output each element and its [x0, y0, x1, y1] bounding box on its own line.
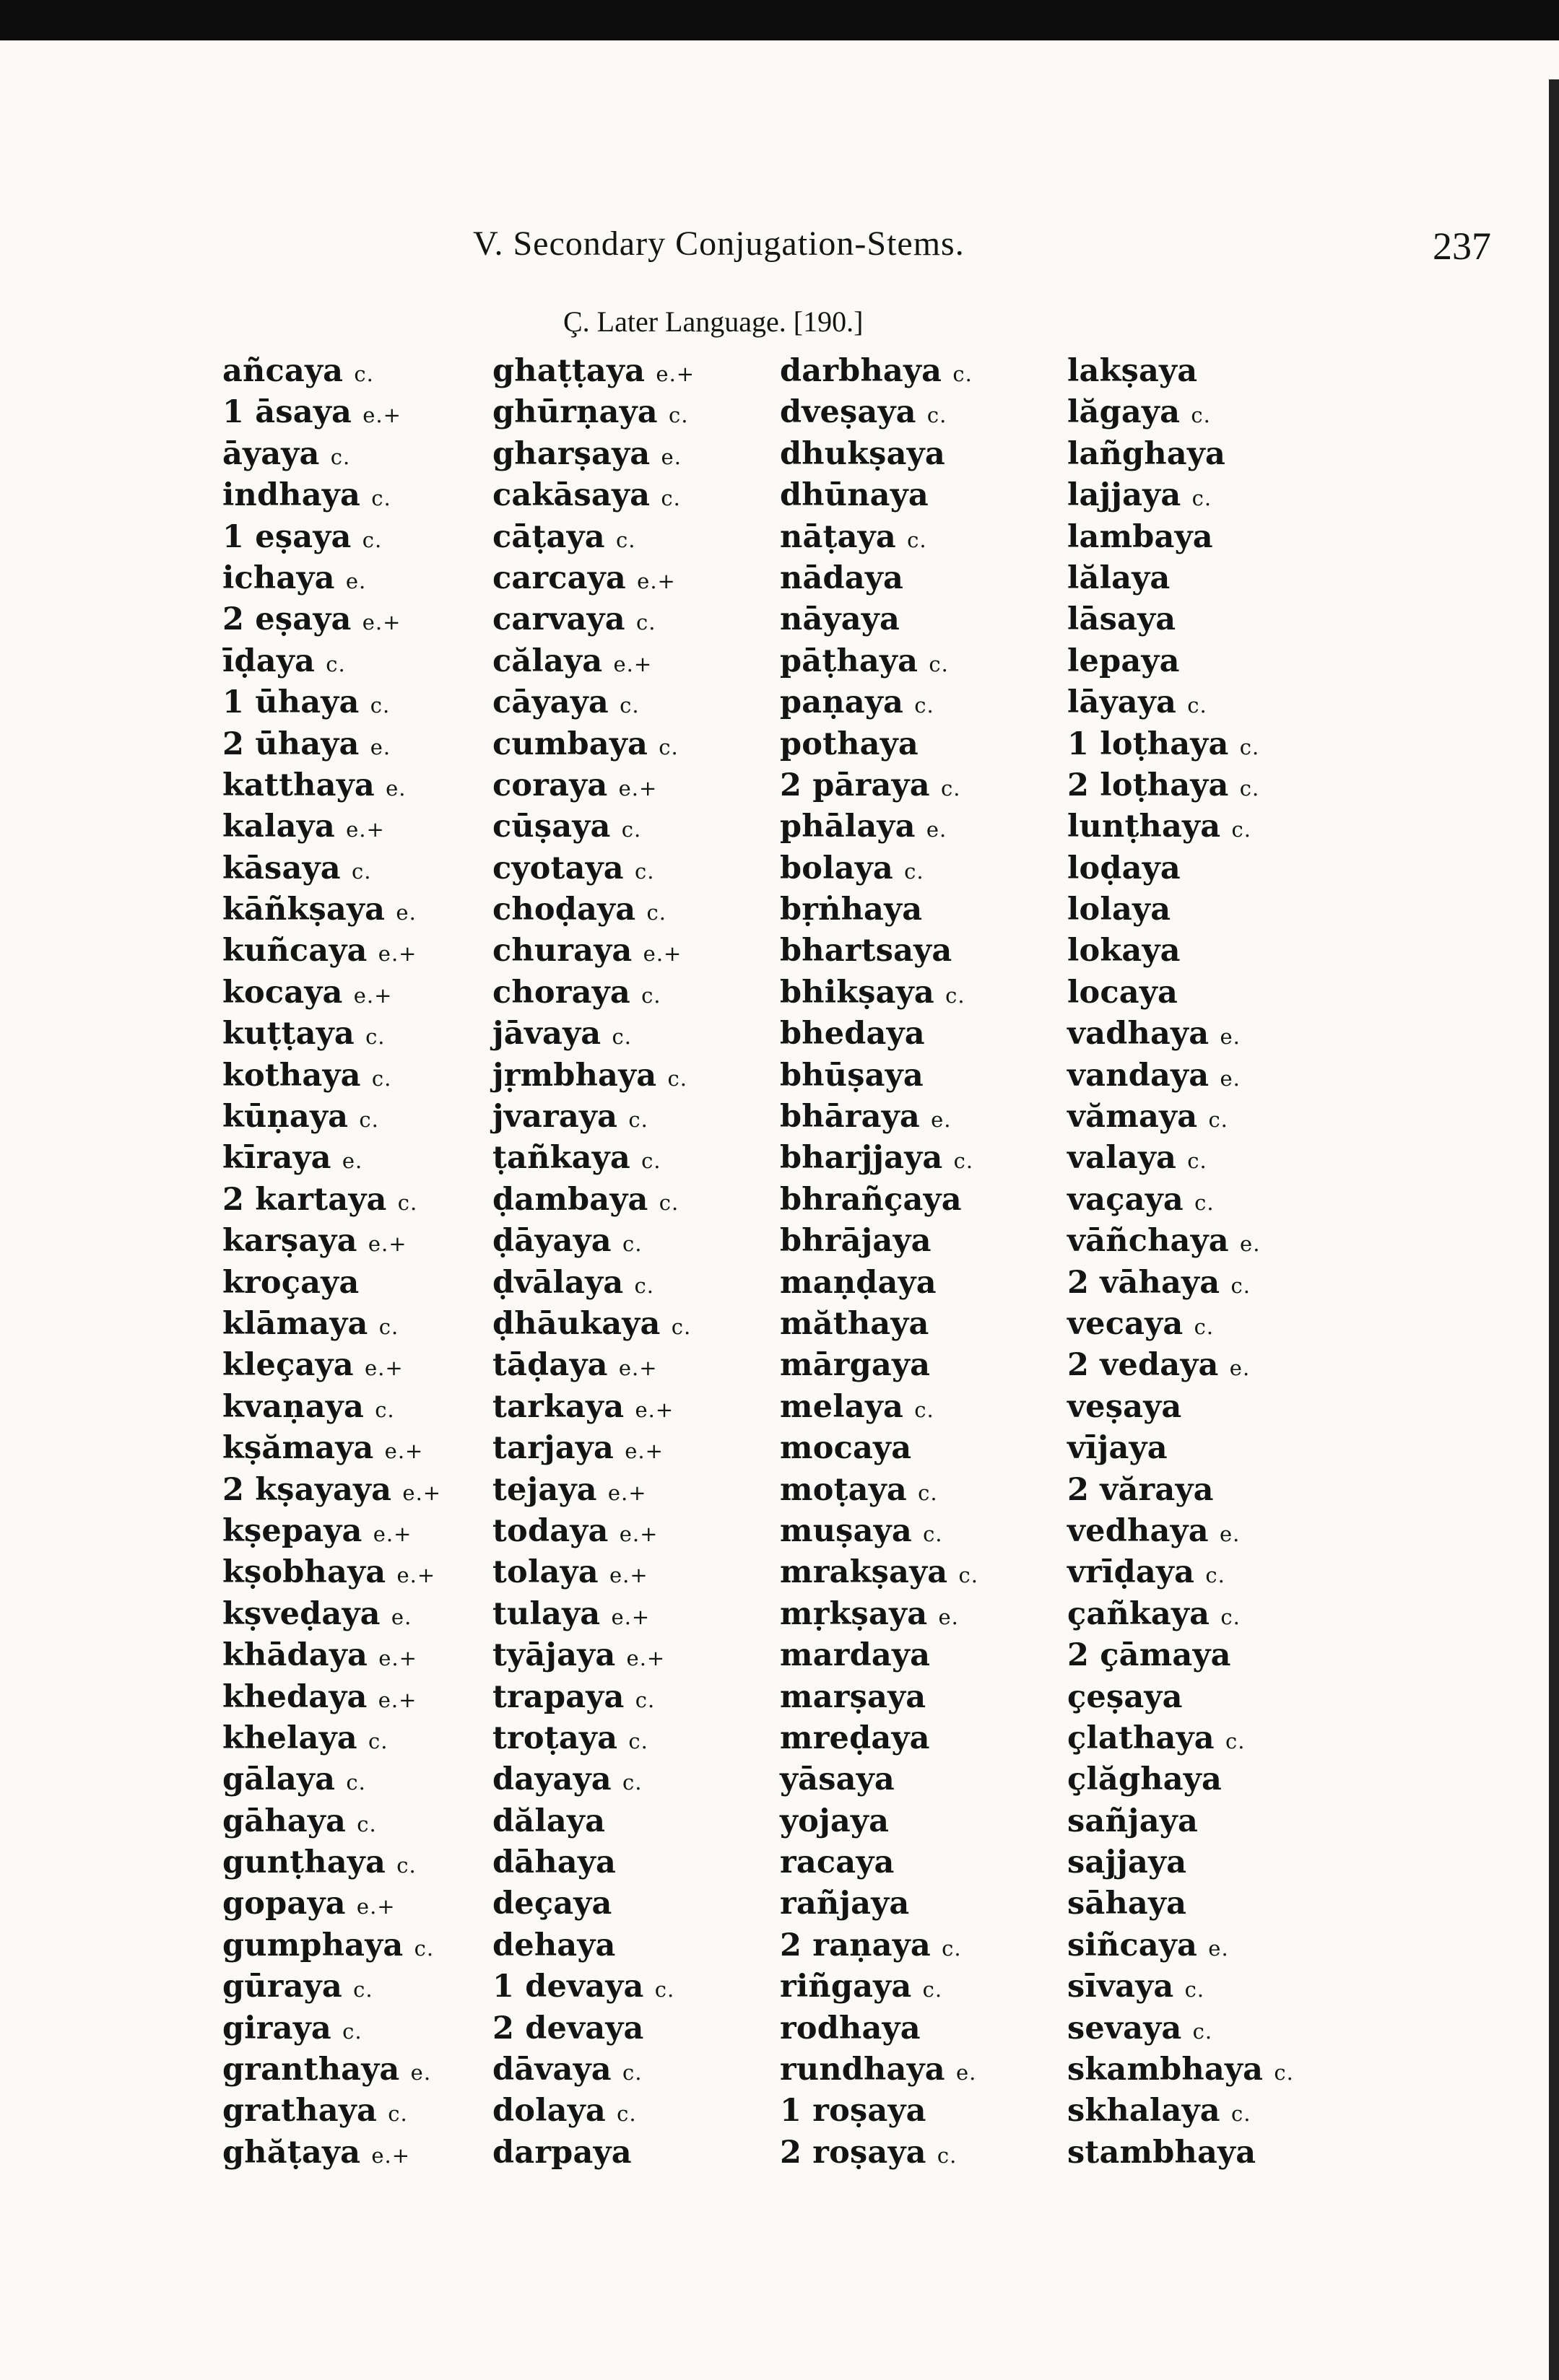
- stem-entry: 2 devaya: [492, 2010, 644, 2046]
- stem-entry: skhalaya c.: [1067, 2093, 1251, 2130]
- stem-entry: lañghaya: [1067, 435, 1226, 472]
- stem-entry: bṛṅhaya: [780, 892, 923, 928]
- stem-entry: rodhaya: [780, 2010, 921, 2046]
- stem-entry: troṭaya c.: [492, 1719, 648, 1756]
- stem-entry: 2 çāmaya: [1067, 1637, 1231, 1674]
- stem-entry: klāmaya c.: [222, 1305, 399, 1342]
- stem-entry: darpaya: [492, 2134, 632, 2171]
- stem-entry: cyotaya c.: [492, 850, 655, 886]
- stem-entry: bhūṣaya: [780, 1057, 924, 1094]
- stem-entry: gopaya e.+: [222, 1886, 396, 1922]
- stem-entry: măthaya: [780, 1305, 929, 1342]
- stem-entry: moṭaya c.: [780, 1471, 938, 1508]
- stem-entry: çañkaya c.: [1067, 1595, 1241, 1632]
- stem-entry: 2 loṭhaya c.: [1067, 767, 1260, 803]
- stem-entry: lajjaya c.: [1067, 477, 1212, 514]
- stem-entry: racaya: [780, 1844, 895, 1881]
- stem-entry: gharṣaya e.: [492, 435, 682, 472]
- stem-entry: choraya c.: [492, 974, 661, 1011]
- stem-entry: bolaya c.: [780, 850, 924, 886]
- stem-entry: 2 văraya: [1067, 1471, 1214, 1508]
- stem-entry: 2 vāhaya c.: [1067, 1264, 1251, 1301]
- stem-entry: kuṭṭaya c.: [222, 1016, 386, 1052]
- stem-entry: çlăghaya: [1067, 1761, 1223, 1798]
- stem-entry: lăgaya c.: [1067, 394, 1211, 431]
- stem-entry: khedaya e.+: [222, 1678, 417, 1715]
- stem-entry: nāṭaya c.: [780, 518, 927, 555]
- stem-entry: maṇḍaya: [780, 1264, 937, 1301]
- stem-entry: sañjaya: [1067, 1803, 1199, 1839]
- stem-entry: dāvaya c.: [492, 2052, 643, 2088]
- stem-entry: sīvaya c.: [1067, 1969, 1205, 2005]
- stem-entry: vāñchaya e.: [1067, 1223, 1261, 1260]
- stem-entry: sāhaya: [1067, 1886, 1187, 1922]
- stem-entry: kīraya e.: [222, 1140, 363, 1177]
- stem-entry: ghaṭṭaya e.+: [492, 353, 695, 389]
- stem-entry: lălaya: [1067, 559, 1171, 596]
- stem-entry: sajjaya: [1067, 1844, 1187, 1881]
- stem-entry: bhikṣaya c.: [780, 974, 965, 1011]
- stem-entry: dayaya c.: [492, 1761, 643, 1798]
- stem-entry: lāyaya c.: [1067, 684, 1207, 721]
- stem-entry: cumbaya c.: [492, 725, 679, 762]
- stem-entry: ḍhāukaya c.: [492, 1305, 692, 1342]
- stem-entry: kāsaya c.: [222, 850, 372, 886]
- stem-entry: kroçaya: [222, 1264, 360, 1301]
- stem-entry: cūṣaya c.: [492, 808, 642, 845]
- stem-entry: jvaraya c.: [492, 1099, 648, 1135]
- stem-entry: tulaya e.+: [492, 1595, 651, 1632]
- stem-entry: añcaya c.: [222, 353, 374, 389]
- stem-entry: 1 eṣaya c.: [222, 518, 383, 555]
- stem-entry: 1 devaya c.: [492, 1969, 675, 2005]
- stem-entry: tyājaya e.+: [492, 1637, 666, 1674]
- stem-entry: riñgaya c.: [780, 1969, 943, 2005]
- stem-entry: vaçaya c.: [1067, 1181, 1215, 1218]
- stem-entry: giraya c.: [222, 2010, 362, 2046]
- stem-entry: vrīḍaya c.: [1067, 1554, 1225, 1591]
- stem-entry: phālaya e.: [780, 808, 947, 845]
- stem-entry: cāyaya c.: [492, 684, 640, 721]
- stem-entry: ḍāyaya c.: [492, 1223, 643, 1260]
- stem-entry: nāyaya: [780, 601, 900, 638]
- stem-entry: kṣveḍaya e.: [222, 1595, 412, 1632]
- stem-entry: cāṭaya c.: [492, 518, 636, 555]
- stem-entry: dălaya: [492, 1803, 606, 1839]
- stem-entry: gunṭhaya c.: [222, 1844, 417, 1881]
- stem-entry: çlathaya c.: [1067, 1719, 1246, 1756]
- stem-entry: loḍaya: [1067, 850, 1181, 886]
- stem-entry: vījaya: [1067, 1430, 1168, 1467]
- stem-entry: dāhaya: [492, 1844, 617, 1881]
- stem-entry: vămaya c.: [1067, 1099, 1228, 1135]
- stem-entry: kṣămaya e.+: [222, 1430, 424, 1467]
- stem-entry: bhrājaya: [780, 1223, 932, 1260]
- stem-entry: kocaya e.+: [222, 974, 393, 1011]
- stem-entry: ḍambaya c.: [492, 1181, 679, 1218]
- stem-entry: rañjaya: [780, 1886, 910, 1922]
- stem-entry: gumphaya c.: [222, 1927, 435, 1963]
- stem-entry: mārgaya: [780, 1347, 931, 1384]
- stem-entry: mṛkṣaya e.: [780, 1595, 959, 1632]
- stem-entry: dveṣaya c.: [780, 394, 947, 431]
- stem-entry: bhedaya: [780, 1016, 925, 1052]
- stem-entry: todaya e.+: [492, 1512, 659, 1549]
- stem-entry: vandaya e.: [1067, 1057, 1241, 1094]
- stem-entry: churaya e.+: [492, 933, 682, 969]
- stem-entry: gālaya c.: [222, 1761, 366, 1798]
- stem-entry: nādaya: [780, 559, 904, 596]
- stem-entry: veṣaya: [1067, 1388, 1182, 1425]
- stem-entry: yojaya: [780, 1803, 890, 1839]
- stem-entry: lambaya: [1067, 518, 1213, 555]
- stem-entry: lepaya: [1067, 642, 1180, 679]
- stem-entry: lāsaya: [1067, 601, 1176, 638]
- stem-entry: tejaya e.+: [492, 1471, 647, 1508]
- stem-entry: kvaṇaya c.: [222, 1388, 395, 1425]
- stem-entry: skambhaya c.: [1067, 2052, 1294, 2088]
- stem-entry: āyaya c.: [222, 435, 351, 472]
- stem-entry: dolaya c.: [492, 2093, 637, 2130]
- stem-entry: mreḍaya: [780, 1719, 930, 1756]
- stem-entry: marṣaya: [780, 1678, 926, 1715]
- stem-entry: tāḍaya e.+: [492, 1347, 658, 1384]
- stem-entry: jāvaya c.: [492, 1016, 632, 1052]
- stem-entry: lunṭhaya c.: [1067, 808, 1251, 845]
- stem-column-2: [492, 351, 796, 2174]
- stem-entry: tarkaya e.+: [492, 1388, 674, 1425]
- stem-entry: 1 ūhaya c.: [222, 684, 391, 721]
- stem-entry: bharjjaya c.: [780, 1140, 974, 1177]
- page-number: 237: [1433, 225, 1491, 268]
- running-header: [473, 224, 1491, 274]
- stem-entry: 2 kartaya c.: [222, 1181, 418, 1218]
- stem-entry: cakāsaya c.: [492, 477, 681, 514]
- stem-entry: gāhaya c.: [222, 1803, 377, 1839]
- stem-entry: valaya c.: [1067, 1140, 1207, 1177]
- stem-entry: kāñkṣaya e.: [222, 892, 417, 928]
- stem-entry: indhaya c.: [222, 477, 391, 514]
- stem-entry: jṛmbhaya c.: [492, 1057, 687, 1094]
- stem-entry: 2 eṣaya e.+: [222, 601, 401, 638]
- stem-entry: grathaya c.: [222, 2093, 408, 2130]
- stem-entry: carvaya c.: [492, 601, 656, 638]
- stem-entry: carcaya e.+: [492, 559, 676, 596]
- stem-entry: pothaya: [780, 725, 919, 762]
- stem-entry: paṇaya c.: [780, 684, 934, 721]
- stem-entry: dhūnaya: [780, 477, 929, 514]
- stem-column-4: [1067, 351, 1371, 2174]
- stem-entry: yāsaya: [780, 1761, 895, 1798]
- stem-entry: stambhaya: [1067, 2134, 1256, 2171]
- stem-entry: çeṣaya: [1067, 1678, 1183, 1715]
- stem-entry: vadhaya e.: [1067, 1016, 1241, 1052]
- stem-entry: mardaya: [780, 1637, 931, 1674]
- stem-entry: karṣaya e.+: [222, 1223, 407, 1260]
- stem-entry: kṣepaya e.+: [222, 1512, 412, 1549]
- stem-entry: 1 roṣaya: [780, 2093, 926, 2130]
- scan-right-border: [1549, 79, 1559, 2380]
- stem-entry: vecaya c.: [1067, 1305, 1215, 1342]
- stem-entry: dehaya: [492, 1927, 616, 1963]
- stem-entry: ṭañkaya c.: [492, 1140, 661, 1177]
- stem-entry: mocaya: [780, 1430, 912, 1467]
- stem-entry: pāṭhaya c.: [780, 642, 949, 679]
- stem-column-3: [780, 351, 1083, 2174]
- stem-entry: călaya e.+: [492, 642, 653, 679]
- stem-entry: khelaya c.: [222, 1719, 388, 1756]
- stem-entry: muṣaya c.: [780, 1512, 943, 1549]
- stem-entry: 2 kṣayaya e.+: [222, 1471, 442, 1508]
- stem-entry: deçaya: [492, 1886, 612, 1922]
- stem-entry: siñcaya e.: [1067, 1927, 1229, 1963]
- stem-entry: 2 raṇaya c.: [780, 1927, 962, 1963]
- running-title: V. Secondary Conjugation-Stems.: [473, 225, 965, 263]
- scan-top-border: [0, 0, 1559, 40]
- stem-entry: ḍvālaya c.: [492, 1264, 654, 1301]
- stem-entry: gūraya c.: [222, 1969, 373, 2005]
- stem-entry: coraya e.+: [492, 767, 658, 803]
- stem-entry: bhāraya e.: [780, 1099, 952, 1135]
- stem-entry: bhartsaya: [780, 933, 952, 969]
- stem-entry: katthaya e.: [222, 767, 407, 803]
- stem-column-1: [222, 351, 526, 2174]
- stem-entry: kalaya e.+: [222, 808, 385, 845]
- section-heading: Ç. Later Language. [190.]: [563, 305, 864, 338]
- stem-entry: 2 pāraya c.: [780, 767, 961, 803]
- stem-entry: bhrañçaya: [780, 1181, 962, 1218]
- stem-entry: ghūrṇaya c.: [492, 394, 689, 431]
- stem-entry: kuñcaya e.+: [222, 933, 417, 969]
- stem-entry: mrakṣaya c.: [780, 1554, 978, 1591]
- stem-entry: tarjaya e.+: [492, 1430, 664, 1467]
- stem-entry: 1 āsaya e.+: [222, 394, 401, 431]
- stem-entry: īḍaya c.: [222, 642, 346, 679]
- stem-entry: choḍaya c.: [492, 892, 666, 928]
- stem-entry: lolaya: [1067, 892, 1171, 928]
- stem-entry: khādaya e.+: [222, 1637, 417, 1674]
- stem-entry: 1 loṭhaya c.: [1067, 725, 1260, 762]
- stem-entry: kleçaya e.+: [222, 1347, 404, 1384]
- stem-entry: melaya c.: [780, 1388, 934, 1425]
- stem-entry: granthaya e.: [222, 2052, 432, 2088]
- stem-entry: 2 ūhaya e.: [222, 725, 391, 762]
- stem-entry: 2 roṣaya c.: [780, 2134, 957, 2171]
- stem-entry: lakṣaya: [1067, 353, 1198, 389]
- stem-entry: vedhaya e.: [1067, 1512, 1241, 1549]
- stem-entry: dhukṣaya: [780, 435, 945, 472]
- stem-entry: rundhaya e.: [780, 2052, 977, 2088]
- stem-entry: tolaya e.+: [492, 1554, 648, 1591]
- stem-entry: darbhaya c.: [780, 353, 973, 389]
- stem-entry: kothaya c.: [222, 1057, 392, 1094]
- stem-entry: locaya: [1067, 974, 1178, 1011]
- stem-entry: sevaya c.: [1067, 2010, 1213, 2046]
- stem-entry: ghăṭaya e.+: [222, 2134, 411, 2171]
- stem-entry: 2 vedaya e.: [1067, 1347, 1251, 1384]
- stem-entry: ichaya e.: [222, 559, 367, 596]
- stem-entry: trapaya c.: [492, 1678, 656, 1715]
- stem-entry: kūṇaya c.: [222, 1099, 379, 1135]
- stem-entry: kṣobhaya e.+: [222, 1554, 436, 1591]
- stem-entry: lokaya: [1067, 933, 1181, 969]
